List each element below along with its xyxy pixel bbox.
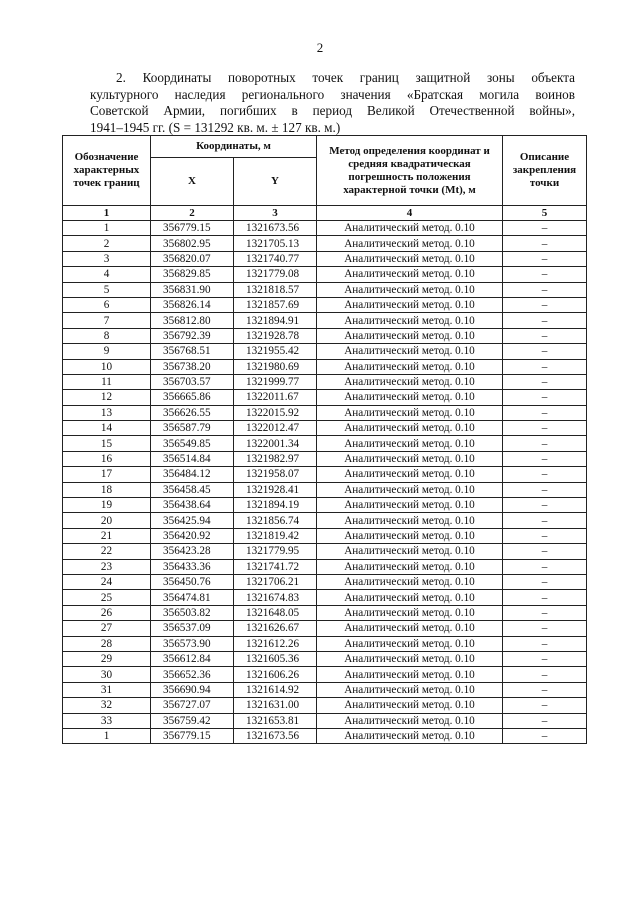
header-x: X	[151, 158, 234, 206]
fixing-cell: –	[503, 390, 587, 405]
table-row	[63, 467, 587, 482]
fixing-cell: –	[503, 559, 587, 574]
table-row	[63, 574, 587, 589]
point-number-cell: 2	[63, 236, 151, 251]
fixing-cell: –	[503, 698, 587, 713]
method-cell: Аналитический метод. 0.10	[317, 544, 503, 559]
x-coordinate-cell: 356820.07	[151, 251, 234, 266]
fixing-cell: –	[503, 636, 587, 651]
fixing-cell: –	[503, 528, 587, 543]
x-coordinate-cell: 356703.57	[151, 374, 234, 389]
method-cell: Аналитический метод. 0.10	[317, 221, 503, 236]
point-number-cell: 26	[63, 605, 151, 620]
table-body	[63, 221, 587, 744]
fixing-cell: –	[503, 374, 587, 389]
x-coordinate-cell: 356759.42	[151, 713, 234, 728]
point-number-cell: 33	[63, 713, 151, 728]
x-coordinate-cell: 356425.94	[151, 513, 234, 528]
table-row	[63, 651, 587, 666]
fixing-cell: –	[503, 297, 587, 312]
fixing-cell: –	[503, 344, 587, 359]
column-number: 5	[503, 206, 587, 221]
y-coordinate-cell: 1322015.92	[234, 405, 317, 420]
table-row	[63, 590, 587, 605]
heading-line-1: 2. Координаты поворотных точек границ защитной зоны объекта	[116, 70, 575, 85]
x-coordinate-cell: 356420.92	[151, 528, 234, 543]
fixing-cell: –	[503, 651, 587, 666]
table-row	[63, 251, 587, 266]
point-number-cell: 22	[63, 544, 151, 559]
x-coordinate-cell: 356573.90	[151, 636, 234, 651]
point-number-cell: 17	[63, 467, 151, 482]
table-row	[63, 528, 587, 543]
fixing-cell: –	[503, 436, 587, 451]
y-coordinate-cell: 1321894.91	[234, 313, 317, 328]
table-row	[63, 436, 587, 451]
y-coordinate-cell: 1321605.36	[234, 651, 317, 666]
x-coordinate-cell: 356438.64	[151, 498, 234, 513]
x-coordinate-cell: 356792.39	[151, 328, 234, 343]
y-coordinate-cell: 1321612.26	[234, 636, 317, 651]
fixing-cell: –	[503, 621, 587, 636]
y-coordinate-cell: 1322011.67	[234, 390, 317, 405]
table-row	[63, 267, 587, 282]
point-number-cell: 19	[63, 498, 151, 513]
point-number-cell: 12	[63, 390, 151, 405]
method-cell: Аналитический метод. 0.10	[317, 528, 503, 543]
table-row	[63, 728, 587, 743]
x-coordinate-cell: 356652.36	[151, 667, 234, 682]
x-coordinate-cell: 356474.81	[151, 590, 234, 605]
y-coordinate-cell: 1321606.26	[234, 667, 317, 682]
point-number-cell: 6	[63, 297, 151, 312]
method-cell: Аналитический метод. 0.10	[317, 559, 503, 574]
y-coordinate-cell: 1321980.69	[234, 359, 317, 374]
fixing-cell: –	[503, 251, 587, 266]
point-number-cell: 23	[63, 559, 151, 574]
fixing-cell: –	[503, 313, 587, 328]
y-coordinate-cell: 1321705.13	[234, 236, 317, 251]
point-number-cell: 28	[63, 636, 151, 651]
column-number: 2	[151, 206, 234, 221]
x-coordinate-cell: 356612.84	[151, 651, 234, 666]
fixing-cell: –	[503, 605, 587, 620]
point-number-cell: 10	[63, 359, 151, 374]
x-coordinate-cell: 356738.20	[151, 359, 234, 374]
table-row	[63, 498, 587, 513]
table-row	[63, 667, 587, 682]
page-number: 2	[316, 40, 324, 55]
x-coordinate-cell: 356549.85	[151, 436, 234, 451]
y-coordinate-cell: 1321999.77	[234, 374, 317, 389]
method-cell: Аналитический метод. 0.10	[317, 513, 503, 528]
method-cell: Аналитический метод. 0.10	[317, 251, 503, 266]
x-coordinate-cell: 356450.76	[151, 574, 234, 589]
table-row	[63, 544, 587, 559]
point-number-cell: 1	[63, 728, 151, 743]
y-coordinate-cell: 1321706.21	[234, 574, 317, 589]
fixing-cell: –	[503, 498, 587, 513]
fixing-cell: –	[503, 467, 587, 482]
method-cell: Аналитический метод. 0.10	[317, 498, 503, 513]
y-coordinate-cell: 1321614.92	[234, 682, 317, 697]
header-y: Y	[234, 158, 317, 206]
y-coordinate-cell: 1321819.42	[234, 528, 317, 543]
point-number-cell: 27	[63, 621, 151, 636]
point-number-cell: 18	[63, 482, 151, 497]
x-coordinate-cell: 356779.15	[151, 221, 234, 236]
x-coordinate-cell: 356458.45	[151, 482, 234, 497]
fixing-cell: –	[503, 667, 587, 682]
method-cell: Аналитический метод. 0.10	[317, 605, 503, 620]
method-cell: Аналитический метод. 0.10	[317, 621, 503, 636]
table-row	[63, 313, 587, 328]
method-cell: Аналитический метод. 0.10	[317, 451, 503, 466]
section-heading	[90, 70, 575, 136]
point-number-cell: 5	[63, 282, 151, 297]
fixing-cell: –	[503, 728, 587, 743]
table-row	[63, 482, 587, 497]
method-cell: Аналитический метод. 0.10	[317, 651, 503, 666]
y-coordinate-cell: 1321955.42	[234, 344, 317, 359]
method-cell: Аналитический метод. 0.10	[317, 713, 503, 728]
method-cell: Аналитический метод. 0.10	[317, 590, 503, 605]
y-coordinate-cell: 1321982.97	[234, 451, 317, 466]
point-number-cell: 30	[63, 667, 151, 682]
table-row	[63, 344, 587, 359]
method-cell: Аналитический метод. 0.10	[317, 636, 503, 651]
x-coordinate-cell: 356831.90	[151, 282, 234, 297]
fixing-cell: –	[503, 513, 587, 528]
table-row	[63, 451, 587, 466]
table-row	[63, 421, 587, 436]
method-cell: Аналитический метод. 0.10	[317, 405, 503, 420]
x-coordinate-cell: 356537.09	[151, 621, 234, 636]
point-number-cell: 21	[63, 528, 151, 543]
y-coordinate-cell: 1322001.34	[234, 436, 317, 451]
x-coordinate-cell: 356503.82	[151, 605, 234, 620]
heading-line-3: Советской Армии, погибших в период Великой Отечественной войны»,	[90, 103, 575, 118]
table-row	[63, 698, 587, 713]
point-number-cell: 31	[63, 682, 151, 697]
point-number-cell: 32	[63, 698, 151, 713]
method-cell: Аналитический метод. 0.10	[317, 313, 503, 328]
header-coordinates: Координаты, м	[151, 136, 317, 158]
y-coordinate-cell: 1321958.07	[234, 467, 317, 482]
table-row	[63, 559, 587, 574]
column-number-row	[63, 206, 587, 221]
y-coordinate-cell: 1321741.72	[234, 559, 317, 574]
table-row	[63, 621, 587, 636]
method-cell: Аналитический метод. 0.10	[317, 344, 503, 359]
point-number-cell: 11	[63, 374, 151, 389]
x-coordinate-cell: 356587.79	[151, 421, 234, 436]
table-row	[63, 390, 587, 405]
method-cell: Аналитический метод. 0.10	[317, 421, 503, 436]
y-coordinate-cell: 1321856.74	[234, 513, 317, 528]
method-cell: Аналитический метод. 0.10	[317, 390, 503, 405]
point-number-cell: 3	[63, 251, 151, 266]
method-cell: Аналитический метод. 0.10	[317, 574, 503, 589]
point-number-cell: 29	[63, 651, 151, 666]
table-row	[63, 713, 587, 728]
table-row	[63, 297, 587, 312]
fixing-cell: –	[503, 221, 587, 236]
fixing-cell: –	[503, 359, 587, 374]
method-cell: Аналитический метод. 0.10	[317, 267, 503, 282]
y-coordinate-cell: 1321653.81	[234, 713, 317, 728]
x-coordinate-cell: 356727.07	[151, 698, 234, 713]
y-coordinate-cell: 1322012.47	[234, 421, 317, 436]
table-row	[63, 221, 587, 236]
method-cell: Аналитический метод. 0.10	[317, 682, 503, 697]
header-point-label: Обозначение характерных точек границ	[63, 136, 151, 206]
point-number-cell: 7	[63, 313, 151, 328]
x-coordinate-cell: 356626.55	[151, 405, 234, 420]
fixing-cell: –	[503, 282, 587, 297]
point-number-cell: 13	[63, 405, 151, 420]
table-row	[63, 236, 587, 251]
y-coordinate-cell: 1321894.19	[234, 498, 317, 513]
point-number-cell: 8	[63, 328, 151, 343]
method-cell: Аналитический метод. 0.10	[317, 482, 503, 497]
method-cell: Аналитический метод. 0.10	[317, 374, 503, 389]
x-coordinate-cell: 356802.95	[151, 236, 234, 251]
fixing-cell: –	[503, 544, 587, 559]
table-header	[63, 136, 587, 221]
table-row	[63, 359, 587, 374]
y-coordinate-cell: 1321779.95	[234, 544, 317, 559]
method-cell: Аналитический метод. 0.10	[317, 282, 503, 297]
fixing-cell: –	[503, 574, 587, 589]
table-row	[63, 374, 587, 389]
x-coordinate-cell: 356812.80	[151, 313, 234, 328]
y-coordinate-cell: 1321673.56	[234, 728, 317, 743]
fixing-cell: –	[503, 405, 587, 420]
method-cell: Аналитический метод. 0.10	[317, 236, 503, 251]
header-fixing: Описание закрепления точки	[503, 136, 587, 206]
fixing-cell: –	[503, 590, 587, 605]
x-coordinate-cell: 356423.28	[151, 544, 234, 559]
column-number: 4	[317, 206, 503, 221]
fixing-cell: –	[503, 713, 587, 728]
method-cell: Аналитический метод. 0.10	[317, 297, 503, 312]
fixing-cell: –	[503, 421, 587, 436]
point-number-cell: 9	[63, 344, 151, 359]
method-cell: Аналитический метод. 0.10	[317, 728, 503, 743]
y-coordinate-cell: 1321740.77	[234, 251, 317, 266]
x-coordinate-cell: 356690.94	[151, 682, 234, 697]
y-coordinate-cell: 1321857.69	[234, 297, 317, 312]
x-coordinate-cell: 356829.85	[151, 267, 234, 282]
x-coordinate-cell: 356433.36	[151, 559, 234, 574]
point-number-cell: 16	[63, 451, 151, 466]
table-row	[63, 682, 587, 697]
y-coordinate-cell: 1321631.00	[234, 698, 317, 713]
x-coordinate-cell: 356779.15	[151, 728, 234, 743]
fixing-cell: –	[503, 451, 587, 466]
point-number-cell: 24	[63, 574, 151, 589]
method-cell: Аналитический метод. 0.10	[317, 359, 503, 374]
table-row	[63, 282, 587, 297]
column-number: 3	[234, 206, 317, 221]
fixing-cell: –	[503, 682, 587, 697]
y-coordinate-cell: 1321928.41	[234, 482, 317, 497]
method-cell: Аналитический метод. 0.10	[317, 328, 503, 343]
header-method: Метод определения координат и средняя квадратическая погрешность положения характерной точки (Mt), м	[317, 136, 503, 206]
y-coordinate-cell: 1321674.83	[234, 590, 317, 605]
point-number-cell: 25	[63, 590, 151, 605]
fixing-cell: –	[503, 482, 587, 497]
x-coordinate-cell: 356514.84	[151, 451, 234, 466]
method-cell: Аналитический метод. 0.10	[317, 467, 503, 482]
point-number-cell: 20	[63, 513, 151, 528]
fixing-cell: –	[503, 267, 587, 282]
y-coordinate-cell: 1321928.78	[234, 328, 317, 343]
point-number-cell: 15	[63, 436, 151, 451]
method-cell: Аналитический метод. 0.10	[317, 436, 503, 451]
y-coordinate-cell: 1321779.08	[234, 267, 317, 282]
method-cell: Аналитический метод. 0.10	[317, 667, 503, 682]
heading-line-2: культурного наследия регионального значения «Братская могила воинов	[90, 86, 575, 102]
table-row	[63, 605, 587, 620]
y-coordinate-cell: 1321626.67	[234, 621, 317, 636]
table-row	[63, 636, 587, 651]
y-coordinate-cell: 1321818.57	[234, 282, 317, 297]
table-row	[63, 405, 587, 420]
column-number: 1	[63, 206, 151, 221]
table-row	[63, 513, 587, 528]
point-number-cell: 1	[63, 221, 151, 236]
fixing-cell: –	[503, 328, 587, 343]
x-coordinate-cell: 356826.14	[151, 297, 234, 312]
x-coordinate-cell: 356665.86	[151, 390, 234, 405]
point-number-cell: 14	[63, 421, 151, 436]
heading-line-4: 1941–1945 гг. (S = 131292 кв. м. ± 127 кв. м.)	[90, 119, 341, 135]
fixing-cell: –	[503, 236, 587, 251]
method-cell: Аналитический метод. 0.10	[317, 698, 503, 713]
coordinates-table	[62, 135, 587, 744]
y-coordinate-cell: 1321673.56	[234, 221, 317, 236]
x-coordinate-cell: 356768.51	[151, 344, 234, 359]
y-coordinate-cell: 1321648.05	[234, 605, 317, 620]
x-coordinate-cell: 356484.12	[151, 467, 234, 482]
table-row	[63, 328, 587, 343]
point-number-cell: 4	[63, 267, 151, 282]
